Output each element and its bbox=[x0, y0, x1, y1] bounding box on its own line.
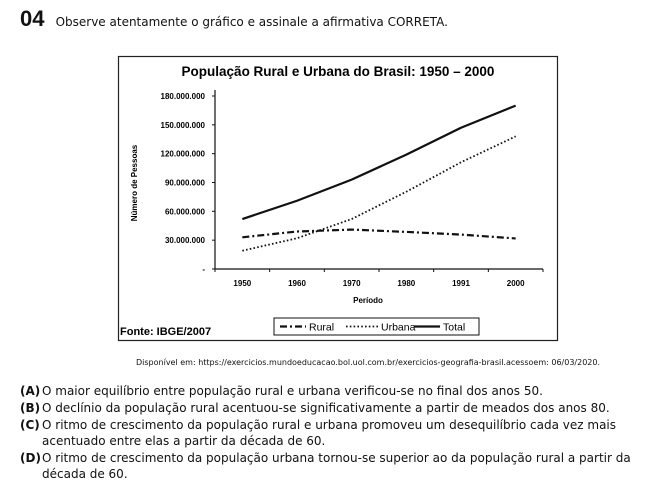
legend-label-urbana: Urbana bbox=[381, 321, 416, 334]
question-number: 04 bbox=[20, 6, 45, 31]
option-c[interactable] bbox=[20, 417, 650, 449]
chart-title: População Rural e Urbana do Brasil: 1950 – 2000 bbox=[181, 64, 495, 79]
option-text: O ritmo de crescimento da população urbana tornou-se superior ao da população rural a partir da década de 60. bbox=[42, 451, 631, 481]
source-note: Disponível em: https://exercicios.mundoeducacao.bol.uol.com.br/exercicios-geografia-brasil.acessoem: 06/03/2020. bbox=[136, 358, 601, 367]
option-letter: (C) bbox=[20, 418, 40, 432]
option-text: O declínio da população rural acentuou-se significativamente a partir de meados dos anos 80. bbox=[42, 401, 610, 415]
question-prompt: Observe atentamente o gráfico e assinale a afirmativa CORRETA. bbox=[55, 15, 448, 29]
option-letter: (B) bbox=[20, 401, 41, 415]
chart-frame bbox=[118, 56, 558, 341]
option-text: O ritmo de crescimento da população rural e urbana promoveu um desequilíbrio cada vez mais acentuado entre elas a partir da década de 60. bbox=[42, 418, 617, 448]
option-d[interactable] bbox=[20, 450, 650, 482]
y-tick-label: 180.000.000 bbox=[160, 92, 205, 101]
option-text: O maior equilíbrio entre população rural e urbana verificou-se no final dos anos 50. bbox=[42, 384, 543, 398]
legend bbox=[274, 318, 479, 335]
y-tick-label: 120.000.000 bbox=[160, 149, 205, 159]
y-tick-label: 30.000.000 bbox=[164, 236, 205, 246]
y-axis-label: Número de Pessoas bbox=[130, 144, 139, 222]
chart-source-fonte: Fonte: IBGE/2007 bbox=[120, 326, 212, 338]
option-letter: (A) bbox=[20, 384, 41, 398]
y-tick-label: - bbox=[202, 265, 205, 274]
population-line-chart bbox=[118, 56, 558, 341]
legend-label-rural: Rural bbox=[309, 321, 335, 334]
x-tick-label: 1970 bbox=[342, 279, 361, 288]
option-letter: (D) bbox=[20, 451, 41, 465]
answer-options bbox=[20, 383, 650, 483]
x-tick-label: 2000 bbox=[506, 279, 525, 288]
option-a[interactable] bbox=[20, 383, 650, 399]
x-tick-label: 1991 bbox=[452, 279, 470, 288]
x-tick-label: 1950 bbox=[233, 279, 252, 288]
y-tick-label: 150.000.000 bbox=[160, 120, 205, 130]
x-tick-label: 1980 bbox=[397, 279, 416, 288]
option-b[interactable] bbox=[20, 400, 650, 416]
x-axis-label: Período bbox=[353, 296, 383, 305]
y-tick-label: 90.000.000 bbox=[164, 178, 205, 188]
legend-label-total: Total bbox=[443, 321, 466, 334]
x-tick-label: 1960 bbox=[288, 279, 306, 288]
question-header bbox=[20, 6, 448, 32]
y-tick-label: 60.000.000 bbox=[164, 207, 205, 217]
